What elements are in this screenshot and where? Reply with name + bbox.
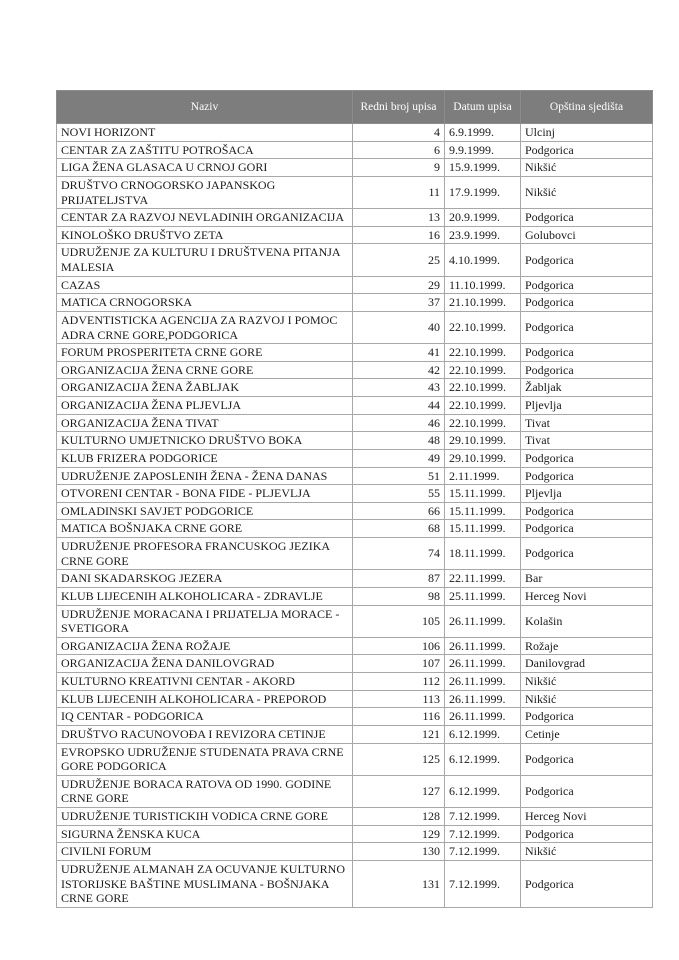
cell-datum: 20.9.1999. bbox=[445, 209, 521, 227]
cell-redni_broj: 9 bbox=[353, 159, 445, 177]
cell-naziv: MATICA CRNOGORSKA bbox=[57, 294, 353, 312]
cell-redni_broj: 13 bbox=[353, 209, 445, 227]
cell-opstina: Nikšić bbox=[521, 673, 653, 691]
table-row bbox=[57, 775, 653, 807]
cell-redni_broj: 29 bbox=[353, 276, 445, 294]
cell-redni_broj: 87 bbox=[353, 570, 445, 588]
cell-opstina: Golubovci bbox=[521, 226, 653, 244]
cell-datum: 6.12.1999. bbox=[445, 725, 521, 743]
cell-redni_broj: 16 bbox=[353, 226, 445, 244]
cell-naziv: KINOLOŠKO DRUŠTVO ZETA bbox=[57, 226, 353, 244]
cell-naziv: UDRUŽENJE PROFESORA FRANCUSKOG JEZIKA CRNE GORE bbox=[57, 538, 353, 570]
cell-redni_broj: 41 bbox=[353, 344, 445, 362]
table-row bbox=[57, 449, 653, 467]
cell-opstina: Podgorica bbox=[521, 449, 653, 467]
table-row bbox=[57, 124, 653, 142]
cell-redni_broj: 40 bbox=[353, 311, 445, 343]
table-row bbox=[57, 843, 653, 861]
column-header-naziv: Naziv bbox=[57, 91, 353, 124]
cell-datum: 18.11.1999. bbox=[445, 538, 521, 570]
table-row bbox=[57, 825, 653, 843]
cell-naziv: UDRUŽENJE BORACA RATOVA OD 1990. GODINE CRNE GORE bbox=[57, 775, 353, 807]
table-row bbox=[57, 226, 653, 244]
table-row bbox=[57, 743, 653, 775]
table-row bbox=[57, 637, 653, 655]
table-row bbox=[57, 276, 653, 294]
cell-opstina: Cetinje bbox=[521, 725, 653, 743]
cell-naziv: DRUŠTVO RACUNOVOĐA I REVIZORA CETINJE bbox=[57, 725, 353, 743]
cell-naziv: MATICA BOŠNJAKA CRNE GORE bbox=[57, 520, 353, 538]
cell-datum: 9.9.1999. bbox=[445, 141, 521, 159]
cell-naziv: OTVORENI CENTAR - BONA FIDE - PLJEVLJA bbox=[57, 485, 353, 503]
cell-datum: 6.9.1999. bbox=[445, 124, 521, 142]
cell-opstina: Podgorica bbox=[521, 467, 653, 485]
table-row bbox=[57, 311, 653, 343]
table-row bbox=[57, 294, 653, 312]
cell-naziv: KLUB LIJECENIH ALKOHOLICARA - PREPOROD bbox=[57, 690, 353, 708]
cell-opstina: Podgorica bbox=[521, 244, 653, 276]
table-row bbox=[57, 538, 653, 570]
cell-redni_broj: 49 bbox=[353, 449, 445, 467]
cell-opstina: Podgorica bbox=[521, 502, 653, 520]
cell-redni_broj: 68 bbox=[353, 520, 445, 538]
cell-opstina: Nikšić bbox=[521, 843, 653, 861]
cell-opstina: Podgorica bbox=[521, 276, 653, 294]
cell-naziv: UDRUŽENJE TURISTICKIH VODICA CRNE GORE bbox=[57, 808, 353, 826]
registry-table-body bbox=[57, 124, 653, 908]
cell-naziv: CAZAS bbox=[57, 276, 353, 294]
registry-table-header bbox=[57, 91, 653, 124]
cell-opstina: Kolašin bbox=[521, 605, 653, 637]
cell-opstina: Podgorica bbox=[521, 209, 653, 227]
cell-opstina: Pljevlja bbox=[521, 397, 653, 415]
cell-opstina: Danilovgrad bbox=[521, 655, 653, 673]
cell-datum: 6.12.1999. bbox=[445, 743, 521, 775]
column-header-opstina: Opština sjedišta bbox=[521, 91, 653, 124]
cell-naziv: KLUB LIJECENIH ALKOHOLICARA - ZDRAVLJE bbox=[57, 587, 353, 605]
cell-opstina: Nikšić bbox=[521, 690, 653, 708]
cell-opstina: Herceg Novi bbox=[521, 587, 653, 605]
table-row bbox=[57, 209, 653, 227]
table-row bbox=[57, 502, 653, 520]
cell-naziv: KULTURNO KREATIVNI CENTAR - AKORD bbox=[57, 673, 353, 691]
cell-datum: 6.12.1999. bbox=[445, 775, 521, 807]
table-row bbox=[57, 485, 653, 503]
cell-datum: 25.11.1999. bbox=[445, 587, 521, 605]
cell-redni_broj: 125 bbox=[353, 743, 445, 775]
cell-datum: 26.11.1999. bbox=[445, 690, 521, 708]
cell-opstina: Tivat bbox=[521, 414, 653, 432]
cell-opstina: Podgorica bbox=[521, 294, 653, 312]
cell-naziv: ORGANIZACIJA ŽENA ŽABLJAK bbox=[57, 379, 353, 397]
cell-datum: 29.10.1999. bbox=[445, 449, 521, 467]
cell-redni_broj: 44 bbox=[353, 397, 445, 415]
cell-naziv: SIGURNA ŽENSKA KUCA bbox=[57, 825, 353, 843]
cell-opstina: Podgorica bbox=[521, 743, 653, 775]
cell-opstina: Pljevlja bbox=[521, 485, 653, 503]
cell-datum: 7.12.1999. bbox=[445, 843, 521, 861]
cell-naziv: CENTAR ZA RAZVOJ NEVLADINIH ORGANIZACIJA bbox=[57, 209, 353, 227]
cell-datum: 15.11.1999. bbox=[445, 485, 521, 503]
cell-opstina: Podgorica bbox=[521, 775, 653, 807]
cell-naziv: UDRUŽENJE ZAPOSLENIH ŽENA - ŽENA DANAS bbox=[57, 467, 353, 485]
cell-naziv: ORGANIZACIJA ŽENA CRNE GORE bbox=[57, 361, 353, 379]
cell-opstina: Podgorica bbox=[521, 825, 653, 843]
table-row bbox=[57, 690, 653, 708]
cell-datum: 15.9.1999. bbox=[445, 159, 521, 177]
cell-datum: 22.10.1999. bbox=[445, 397, 521, 415]
cell-naziv: LIGA ŽENA GLASACA U CRNOJ GORI bbox=[57, 159, 353, 177]
header-row bbox=[57, 91, 653, 124]
cell-redni_broj: 46 bbox=[353, 414, 445, 432]
table-row bbox=[57, 414, 653, 432]
table-row bbox=[57, 379, 653, 397]
cell-opstina: Žabljak bbox=[521, 379, 653, 397]
cell-datum: 22.10.1999. bbox=[445, 379, 521, 397]
table-row bbox=[57, 361, 653, 379]
cell-datum: 22.10.1999. bbox=[445, 344, 521, 362]
cell-naziv: KLUB FRIZERA PODGORICE bbox=[57, 449, 353, 467]
cell-redni_broj: 6 bbox=[353, 141, 445, 159]
cell-redni_broj: 128 bbox=[353, 808, 445, 826]
cell-redni_broj: 43 bbox=[353, 379, 445, 397]
table-row bbox=[57, 605, 653, 637]
cell-datum: 26.11.1999. bbox=[445, 655, 521, 673]
cell-naziv: ORGANIZACIJA ŽENA TIVAT bbox=[57, 414, 353, 432]
cell-naziv: CIVILNI FORUM bbox=[57, 843, 353, 861]
cell-redni_broj: 51 bbox=[353, 467, 445, 485]
cell-naziv: UDRUŽENJE MORACANA I PRIJATELJA MORACE - SVETIGORA bbox=[57, 605, 353, 637]
cell-datum: 4.10.1999. bbox=[445, 244, 521, 276]
registry-table-container bbox=[56, 90, 624, 908]
cell-naziv: OMLADINSKI SAVJET PODGORICE bbox=[57, 502, 353, 520]
cell-naziv: EVROPSKO UDRUŽENJE STUDENATA PRAVA CRNE GORE PODGORICA bbox=[57, 743, 353, 775]
cell-datum: 7.12.1999. bbox=[445, 825, 521, 843]
table-row bbox=[57, 860, 653, 907]
cell-naziv: NOVI HORIZONT bbox=[57, 124, 353, 142]
cell-opstina: Nikšić bbox=[521, 159, 653, 177]
cell-opstina: Podgorica bbox=[521, 311, 653, 343]
cell-redni_broj: 121 bbox=[353, 725, 445, 743]
cell-opstina: Nikšić bbox=[521, 176, 653, 208]
table-row bbox=[57, 432, 653, 450]
table-row bbox=[57, 808, 653, 826]
cell-redni_broj: 113 bbox=[353, 690, 445, 708]
cell-datum: 17.9.1999. bbox=[445, 176, 521, 208]
cell-naziv: ORGANIZACIJA ŽENA DANILOVGRAD bbox=[57, 655, 353, 673]
cell-redni_broj: 130 bbox=[353, 843, 445, 861]
cell-datum: 26.11.1999. bbox=[445, 605, 521, 637]
cell-redni_broj: 66 bbox=[353, 502, 445, 520]
cell-redni_broj: 37 bbox=[353, 294, 445, 312]
cell-redni_broj: 42 bbox=[353, 361, 445, 379]
registry-table bbox=[56, 90, 653, 908]
table-row bbox=[57, 159, 653, 177]
cell-naziv: DRUŠTVO CRNOGORSKO JAPANSKOG PRIJATELJSTVA bbox=[57, 176, 353, 208]
cell-naziv: KULTURNO UMJETNICKO DRUŠTVO BOKA bbox=[57, 432, 353, 450]
cell-redni_broj: 127 bbox=[353, 775, 445, 807]
table-row bbox=[57, 655, 653, 673]
table-row bbox=[57, 397, 653, 415]
table-row bbox=[57, 467, 653, 485]
cell-redni_broj: 129 bbox=[353, 825, 445, 843]
column-header-datum: Datum upisa bbox=[445, 91, 521, 124]
cell-opstina: Ulcinj bbox=[521, 124, 653, 142]
cell-naziv: ADVENTISTICKA AGENCIJA ZA RAZVOJ I POMOC ADRA CRNE GORE,PODGORICA bbox=[57, 311, 353, 343]
cell-naziv: FORUM PROSPERITETA CRNE GORE bbox=[57, 344, 353, 362]
cell-opstina: Podgorica bbox=[521, 520, 653, 538]
cell-datum: 26.11.1999. bbox=[445, 673, 521, 691]
cell-redni_broj: 55 bbox=[353, 485, 445, 503]
cell-datum: 29.10.1999. bbox=[445, 432, 521, 450]
cell-datum: 15.11.1999. bbox=[445, 502, 521, 520]
table-row bbox=[57, 176, 653, 208]
cell-naziv: IQ CENTAR - PODGORICA bbox=[57, 708, 353, 726]
column-header-redni_broj: Redni broj upisa bbox=[353, 91, 445, 124]
cell-opstina: Podgorica bbox=[521, 708, 653, 726]
cell-redni_broj: 11 bbox=[353, 176, 445, 208]
cell-redni_broj: 116 bbox=[353, 708, 445, 726]
cell-opstina: Podgorica bbox=[521, 344, 653, 362]
cell-opstina: Rožaje bbox=[521, 637, 653, 655]
cell-datum: 15.11.1999. bbox=[445, 520, 521, 538]
cell-datum: 23.9.1999. bbox=[445, 226, 521, 244]
cell-datum: 22.10.1999. bbox=[445, 311, 521, 343]
cell-naziv: CENTAR ZA ZAŠTITU POTROŠACA bbox=[57, 141, 353, 159]
cell-datum: 22.10.1999. bbox=[445, 361, 521, 379]
cell-opstina: Podgorica bbox=[521, 361, 653, 379]
cell-naziv: UDRUŽENJE ALMANAH ZA OCUVANJE KULTURNO ISTORIJSKE BAŠTINE MUSLIMANA - BOŠNJAKA CRNE GORE bbox=[57, 860, 353, 907]
cell-datum: 7.12.1999. bbox=[445, 808, 521, 826]
table-row bbox=[57, 587, 653, 605]
cell-datum: 21.10.1999. bbox=[445, 294, 521, 312]
cell-opstina: Podgorica bbox=[521, 141, 653, 159]
cell-opstina: Podgorica bbox=[521, 860, 653, 907]
cell-redni_broj: 105 bbox=[353, 605, 445, 637]
cell-redni_broj: 106 bbox=[353, 637, 445, 655]
table-row bbox=[57, 673, 653, 691]
cell-naziv: DANI SKADARSKOG JEZERA bbox=[57, 570, 353, 588]
cell-opstina: Herceg Novi bbox=[521, 808, 653, 826]
cell-opstina: Podgorica bbox=[521, 538, 653, 570]
table-row bbox=[57, 141, 653, 159]
table-row bbox=[57, 344, 653, 362]
cell-datum: 22.10.1999. bbox=[445, 414, 521, 432]
cell-redni_broj: 98 bbox=[353, 587, 445, 605]
cell-redni_broj: 25 bbox=[353, 244, 445, 276]
cell-datum: 7.12.1999. bbox=[445, 860, 521, 907]
cell-datum: 26.11.1999. bbox=[445, 637, 521, 655]
cell-redni_broj: 107 bbox=[353, 655, 445, 673]
table-row bbox=[57, 708, 653, 726]
cell-datum: 11.10.1999. bbox=[445, 276, 521, 294]
cell-naziv: UDRUŽENJE ZA KULTURU I DRUŠTVENA PITANJA MALESIA bbox=[57, 244, 353, 276]
cell-redni_broj: 131 bbox=[353, 860, 445, 907]
cell-datum: 26.11.1999. bbox=[445, 708, 521, 726]
cell-naziv: ORGANIZACIJA ŽENA ROŽAJE bbox=[57, 637, 353, 655]
cell-opstina: Bar bbox=[521, 570, 653, 588]
cell-redni_broj: 48 bbox=[353, 432, 445, 450]
cell-naziv: ORGANIZACIJA ŽENA PLJEVLJA bbox=[57, 397, 353, 415]
cell-redni_broj: 74 bbox=[353, 538, 445, 570]
cell-redni_broj: 4 bbox=[353, 124, 445, 142]
table-row bbox=[57, 520, 653, 538]
cell-redni_broj: 112 bbox=[353, 673, 445, 691]
table-row bbox=[57, 570, 653, 588]
cell-datum: 2.11.1999. bbox=[445, 467, 521, 485]
cell-datum: 22.11.1999. bbox=[445, 570, 521, 588]
table-row bbox=[57, 725, 653, 743]
table-row bbox=[57, 244, 653, 276]
cell-opstina: Tivat bbox=[521, 432, 653, 450]
